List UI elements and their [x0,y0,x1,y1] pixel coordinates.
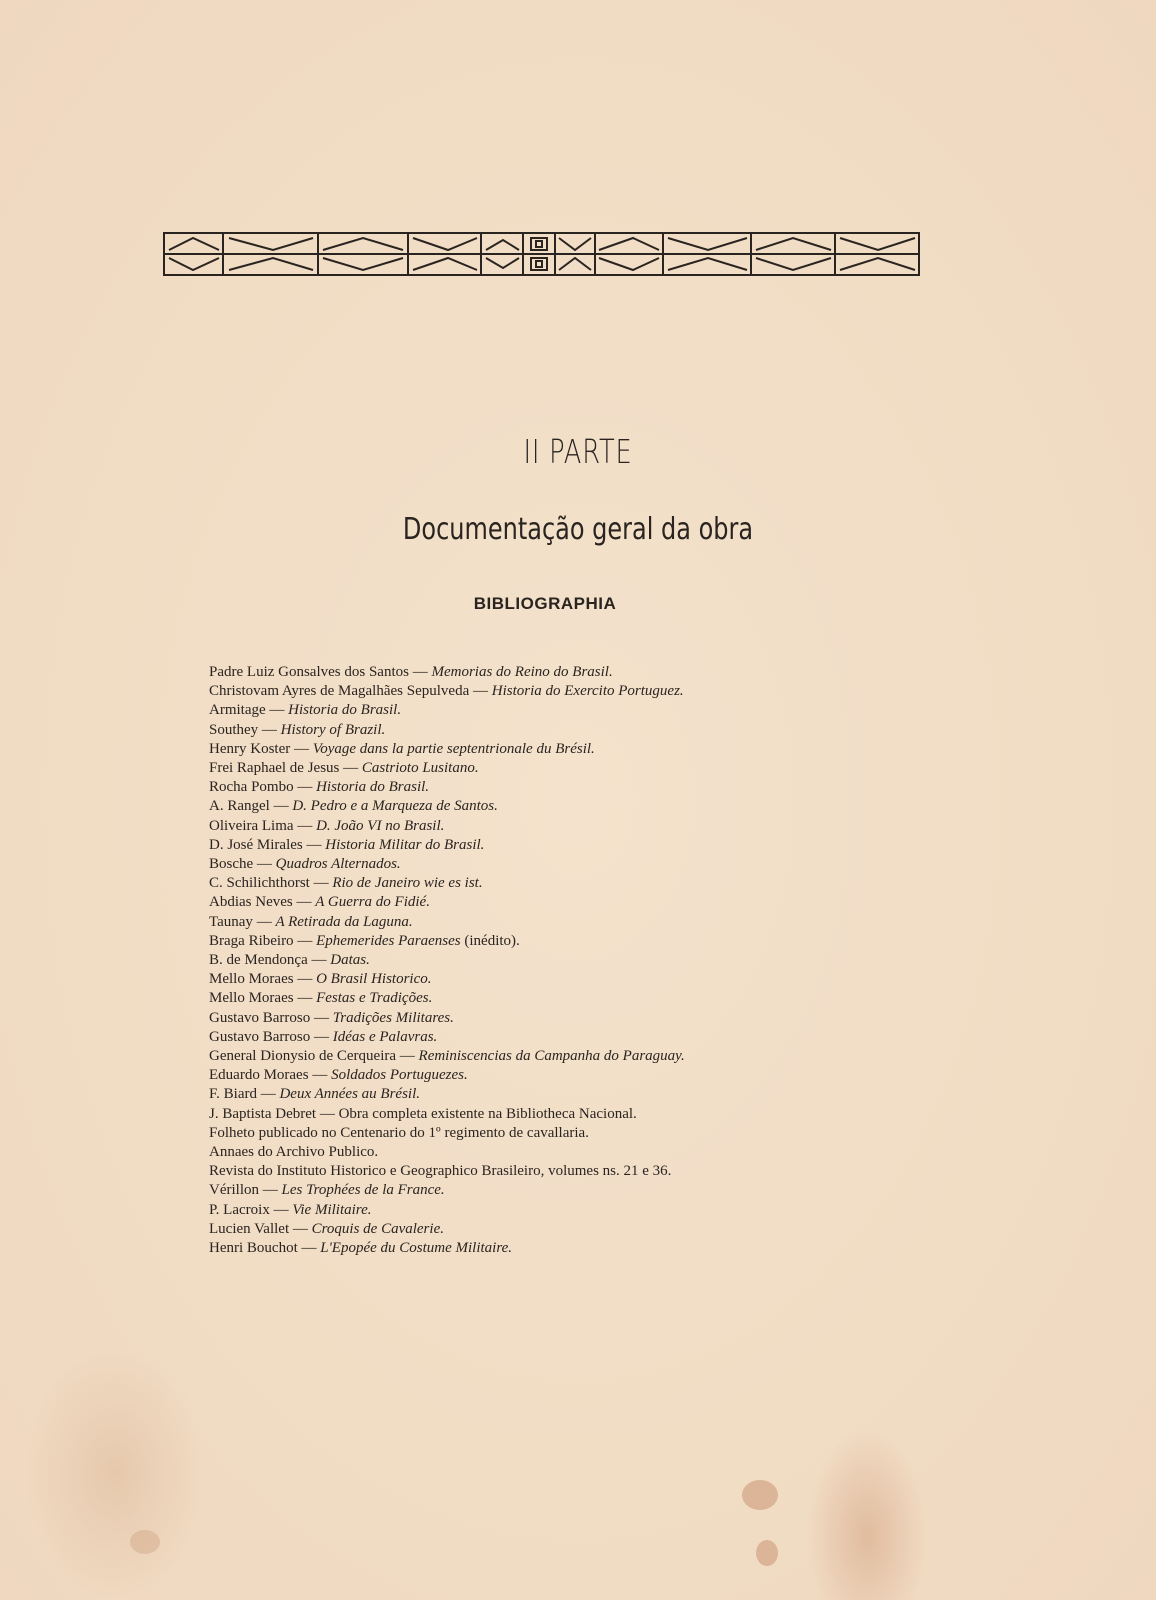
entry-separator: — [256,1086,280,1103]
entry-title: Datas. [330,952,370,969]
entry-separator: — [396,1048,419,1065]
entry-author: Southey [209,721,259,738]
bibliography-entry [209,893,809,912]
entry-author: Gustavo Barroso [209,1028,311,1045]
entry-author: Bosche [209,856,254,873]
entry-separator: — [269,798,293,815]
bibliography-entry [209,1162,809,1181]
entry-separator: — [289,1220,312,1237]
entry-title: Festas e Tradições. [316,990,433,1007]
entry-title: Historia do Brasil. [288,702,402,719]
entry-title: D. João VI no Brasil. [316,817,445,834]
entry-separator: — [252,913,276,930]
entry-note: Obra completa existente na Bibliotheca Nacional. [338,1105,637,1122]
entry-title: Soldados Portuguezes. [331,1067,468,1084]
entry-separator: — [307,952,331,969]
entry-separator: — [265,702,289,719]
entry-title: Reminiscencias da Campanha do Paraguay. [418,1048,685,1065]
entry-title: Castrioto Lusitano. [361,760,479,777]
entry-author: Mello Moraes [209,990,294,1007]
entry-separator: — [293,971,317,988]
bibliography-entry [209,1220,809,1239]
entry-separator: — [309,875,333,892]
entry-author: Revista do Instituto Historico e Geographico Brasileiro, volumes ns. 21 e 36. [209,1163,672,1180]
entry-separator: — [308,1067,332,1084]
bibliography-entry [209,1105,809,1124]
bibliography-entry [209,1009,809,1028]
bibliography-entry [209,759,809,778]
entry-author: Henri Bouchot [209,1240,298,1257]
entry-author: Frei Raphael de Jesus [209,760,340,777]
decorative-border-ornament [163,232,920,276]
bibliography-entry [209,1066,809,1085]
entry-author: Abdias Neves [209,894,293,911]
bibliography-entry [209,951,809,970]
foxing-stain [742,1480,778,1510]
entry-author: Armitage [209,702,266,719]
entry-author: Lucien Vallet [209,1220,290,1237]
entry-separator: — [259,1182,282,1199]
entry-separator: — [408,664,432,680]
bibliography-entry [209,874,809,893]
entry-title: Ephemerides Paraenses [316,932,461,949]
entry-separator: — [339,760,362,777]
entry-title: Historia Militar do Brasil. [325,836,485,853]
entry-author: J. Baptista Debret [209,1105,317,1122]
entry-author: Braga Ribeiro [209,932,294,949]
entry-title: Tradições Militares. [332,1009,454,1026]
entry-separator: — [302,836,326,853]
section-heading: BIBLIOGRAPHIA [473,594,617,613]
entry-author: Mello Moraes [209,971,294,988]
entry-author: Oliveira Lima [209,817,294,834]
entry-separator: — [292,894,316,911]
entry-author: General Dionysio de Cerqueira [209,1048,397,1065]
bibliography-entry [209,701,809,720]
entry-separator: — [258,721,281,738]
bibliography-entry [209,740,809,759]
entry-author: Henry Koster [209,740,291,757]
entry-title: Les Trophées de la France. [281,1182,445,1199]
bibliography-entry [209,797,809,816]
entry-separator: — [269,1201,293,1218]
foxing-stain [756,1540,778,1566]
part-title: II PARTE [523,432,633,471]
entry-title: Quadros Alternados. [275,856,401,873]
entry-author: Folheto publicado no Centenario do 1º regimento de cavallaria. [209,1124,589,1141]
entry-author: Padre Luiz Gonsalves dos Santos [209,664,409,680]
bibliography-entry [209,1047,809,1066]
entry-author: Vérillon [209,1182,259,1199]
entry-separator: — [310,1009,333,1026]
entry-title: Idéas e Palavras. [332,1028,438,1045]
bibliography-list [209,663,809,1258]
bibliography-entry [209,817,809,836]
entry-title: A Guerra do Fidié. [315,894,430,911]
entry-title: Croquis de Cavalerie. [311,1220,444,1237]
entry-title: Historia do Exercito Portuguez. [491,683,684,700]
entry-separator: — [293,779,317,796]
entry-author: C. Schilichthorst [209,875,310,892]
entry-author: Gustavo Barroso [209,1009,311,1026]
entry-separator: — [290,740,313,757]
bibliography-entry [209,1239,809,1258]
entry-title: L'Epopée du Costume Militaire. [320,1240,513,1257]
entry-title: Historia do Brasil. [316,779,430,796]
entry-title: D. Pedro e a Marqueza de Santos. [292,798,498,815]
bibliography-entry [209,778,809,797]
entry-separator: — [316,1105,339,1122]
entry-separator: — [293,932,317,949]
bibliography-entry [209,989,809,1008]
bibliography-entry [209,1124,809,1143]
entry-author: Annaes do Archivo Publico. [209,1144,379,1161]
entry-title: Voyage dans la partie septentrionale du Brésil. [312,740,595,757]
entry-author: Christovam Ayres de Magalhães Sepulveda [209,683,470,700]
entry-title: Deux Années au Brésil. [279,1086,420,1103]
entry-title: A Retirada da Laguna. [275,913,413,930]
entry-title: History of Brazil. [280,721,386,738]
entry-title: Memorias do Reino do Brasil. [431,664,613,680]
entry-separator: — [253,856,276,873]
entry-separator: — [310,1028,333,1045]
bibliography-entry [209,663,809,682]
entry-author: Eduardo Moraes [209,1067,309,1084]
entry-author: P. Lacroix [209,1201,270,1218]
entry-author: Rocha Pombo [209,779,294,796]
bibliography-entry [209,1028,809,1047]
bibliography-entry [209,970,809,989]
entry-author: B. de Mendonça [209,952,308,969]
entry-title: Vie Militaire. [292,1201,372,1218]
entry-author: Taunay [209,913,253,930]
entry-separator: — [469,683,492,700]
bibliography-entry [209,721,809,740]
foxing-stain [130,1530,160,1554]
bibliography-entry [209,855,809,874]
bibliography-entry [209,932,809,951]
entry-separator: — [297,1240,321,1257]
bibliography-entry [209,836,809,855]
bibliography-entry [209,1143,809,1162]
entry-separator: — [293,817,317,834]
bibliography-entry [209,913,809,932]
bibliography-entry [209,1085,809,1104]
entry-author: F. Biard [209,1086,257,1103]
entry-title: Rio de Janeiro wie es ist. [332,875,483,892]
bibliography-entry [209,1181,809,1200]
entry-title: O Brasil Historico. [316,971,432,988]
entry-separator: — [293,990,317,1007]
bibliography-entry [209,682,809,701]
entry-author: A. Rangel [209,798,270,815]
bibliography-entry [209,1201,809,1220]
entry-note: (inédito). [460,932,520,949]
subtitle: Documentação geral da obra [402,512,754,547]
entry-author: D. José Mirales [209,836,303,853]
